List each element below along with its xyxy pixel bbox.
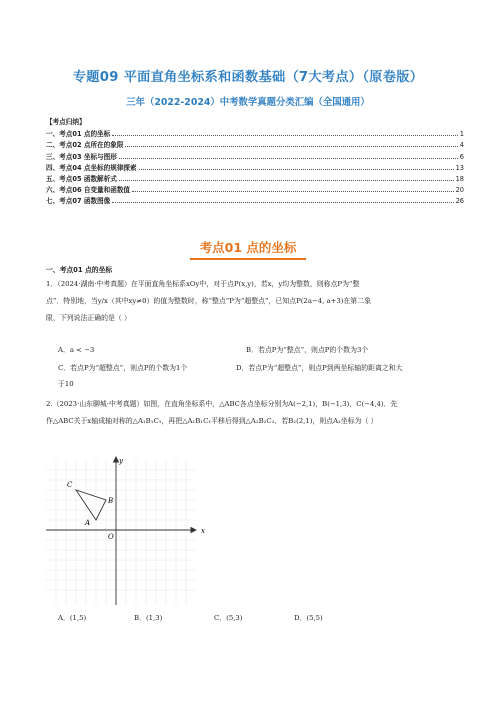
section-sub-heading: 一、考点01 点的坐标 [46,266,113,274]
toc-heading: 【考点归纳】 [46,118,86,126]
toc-item[interactable] [46,127,464,138]
toc-leader-dots [112,135,458,136]
toc-item-page: 18 [455,174,464,183]
toc-item-label: 七、考点07 函数图像 [46,197,111,206]
q2-option-c: C．(5,3) [214,614,243,622]
toc-item-page: 6 [459,152,464,161]
q2-option-d: D．(5,5) [294,614,323,622]
q1-option-d-continued: 于10 [58,380,74,388]
coordinate-figure [46,455,216,605]
question-1 [46,276,456,327]
q1-option-d: D．若点P为“超整点”，则点P到两坐标轴的距离之和大 [236,364,403,372]
page-title: 专题09 平面直角坐标系和函数基础（7大考点）（原卷版） [72,70,424,85]
toc-item-label: 四、考点04 点坐标的规律探索 [46,163,137,172]
y-axis-label: y [119,457,123,465]
section-title: 考点01 点的坐标 [199,240,297,255]
page-subtitle: 三年（2022-2024）中考数学真题分类汇编（全国通用） [126,97,370,108]
toc-item[interactable] [46,161,464,172]
question-2-line: 2.（2023·山东聊城·中考真题）如图，在直角坐标系中，△ABC各点坐标分别为A(−2,1)，B(−1,3)，C(−4,4)．先 [46,400,398,408]
question-1-line: 1．（2024·湖南·中考真题）在平面直角坐标系xOy中，对于点P(x,y)，若x，y均为整数，则称点P为“整 [46,280,360,288]
toc-item-page: 1 [459,130,464,139]
toc-leader-dots [132,191,454,192]
section-underline [190,258,306,260]
toc-leader-dots [119,158,458,159]
toc-leader-dots [112,202,453,203]
toc-item-label: 五、考点05 函数解析式 [46,174,117,183]
toc-item-label: 六、考点06 自变量和函数值 [46,186,131,195]
q1-option-c: C．若点P为“超整点”，则点P的个数为1个 [58,364,188,372]
toc-item[interactable] [46,138,464,149]
x-axis-label: x [201,527,205,535]
q1-option-b: B．若点P为“整点”，则点P的个数为3个 [246,346,369,354]
question-1-line: 点”．特别地，当y/x（其中xy≠0）的值为整数时，称“整点”P为“超整点”，已知点P(2a−4, a+3)在第二象 [46,297,371,305]
q2-option-a: A．(1,5) [58,614,87,622]
toc-item-page: 13 [455,163,464,172]
triangle-abc [76,490,106,520]
table-of-contents [46,127,464,205]
point-b-label: B [108,497,114,505]
question-2 [46,396,456,430]
toc-item[interactable] [46,172,464,183]
toc-item-label: 二、考点02 点所在的象限 [46,141,124,150]
toc-item[interactable] [46,183,464,194]
q1-option-a: A．a < −3 [58,346,95,354]
axes [46,457,196,605]
toc-leader-dots [125,146,457,147]
toc-item[interactable] [46,194,464,205]
toc-item-page: 20 [455,186,464,195]
point-c-label: C [67,481,73,489]
question-2-line: 作△ABC关于x轴成轴对称的△A₁B₁C₁，再把△A₁B₁C₁平移后得到△A₂B₂C₂．若B₂(2,1)，则点A₂坐标为（ ） [46,417,378,425]
q2-option-b: B．(1,3) [134,614,163,622]
toc-item-label: 三、考点03 坐标与图形 [46,152,117,161]
toc-leader-dots [139,169,454,170]
toc-item[interactable] [46,149,464,160]
toc-leader-dots [119,180,454,181]
origin-label: O [108,533,114,541]
point-a-label: A [85,519,91,527]
toc-item-page: 4 [459,141,464,150]
toc-item-label: 一、考点01 点的坐标 [46,130,111,139]
question-1-line: 限，下列说法正确的是（ ） [46,314,131,322]
toc-item-page: 26 [455,197,464,206]
